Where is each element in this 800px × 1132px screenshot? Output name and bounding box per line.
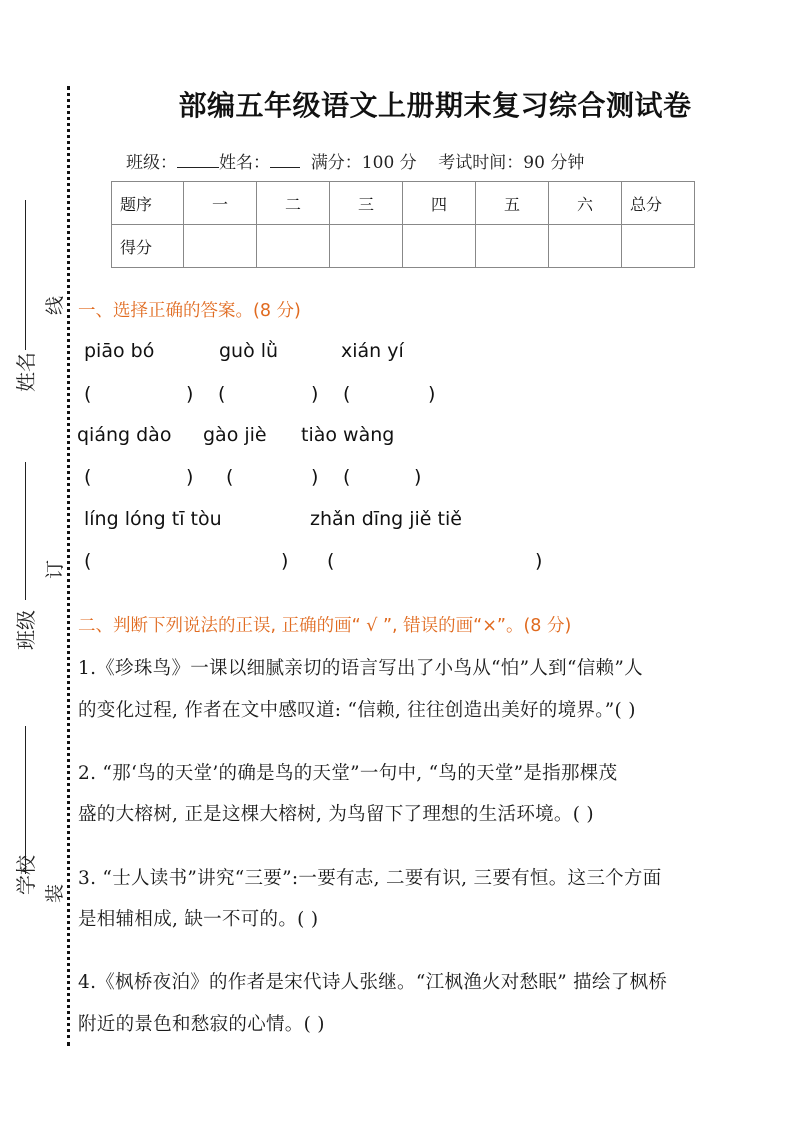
pinyin-item: zhǎn dīng jiě tiě	[310, 508, 462, 530]
name-blank[interactable]	[270, 151, 300, 168]
question-4-line-1: 4.《枫桥夜泊》的作者是宋代诗人张继。“江枫渔火对愁眠” 描绘了枫桥	[78, 972, 668, 993]
answer-close-paren: )	[311, 383, 319, 405]
answer-open-paren[interactable]: (	[343, 466, 351, 488]
pinyin-item: gào jiè	[203, 424, 267, 446]
table-cell: 五	[476, 182, 549, 225]
table-cell: 总分	[622, 182, 695, 225]
answer-close-paren: )	[186, 383, 194, 405]
table-cell: 二	[257, 182, 330, 225]
table-cell: 三	[330, 182, 403, 225]
answer-open-paren[interactable]: (	[218, 383, 226, 405]
question-3-line-2[interactable]: 是相辅相成, 缺一不可的。( )	[78, 909, 319, 930]
margin-mark-bind: 订	[44, 559, 67, 580]
answer-open-paren[interactable]: (	[84, 550, 92, 572]
margin-class-label: 班级	[14, 610, 38, 650]
binding-dotted-line	[67, 86, 70, 1046]
answer-close-paren: )	[428, 383, 436, 405]
table-cell: 一	[184, 182, 257, 225]
answer-open-paren[interactable]: (	[327, 550, 335, 572]
pinyin-item: líng lóng tī tòu	[84, 508, 222, 530]
table-header-row	[112, 182, 695, 225]
answer-close-paren: )	[186, 466, 194, 488]
score-input-cell[interactable]	[403, 225, 476, 268]
section1-heading: 一、选择正确的答案。(8 分)	[78, 301, 301, 321]
question-2-line-1: 2. “那‘鸟的天堂’的确是鸟的天堂”一句中, “鸟的天堂”是指那棵茂	[78, 763, 618, 784]
pinyin-item: xián yí	[341, 340, 404, 362]
margin-mark-line: 线	[44, 295, 67, 316]
question-2-line-2[interactable]: 盛的大榕树, 正是这棵大榕树, 为鸟留下了理想的生活环境。( )	[78, 804, 594, 825]
score-input-cell[interactable]	[622, 225, 695, 268]
answer-close-paren: )	[414, 466, 422, 488]
margin-school-label: 学校	[14, 855, 38, 895]
answer-close-paren: )	[535, 550, 543, 572]
exam-info-line	[126, 148, 584, 173]
question-1-line-1: 1.《珍珠鸟》一课以细腻亲切的语言写出了小鸟从“怕”人到“信赖”人	[78, 658, 643, 679]
exam-time: 考试时间：90 分钟	[438, 153, 585, 173]
full-score: 满分：100 分	[310, 153, 417, 173]
section2-heading: 二、判断下列说法的正误, 正确的画“ √ ”, 错误的画“×”。(8 分)	[78, 616, 572, 636]
answer-close-paren: )	[281, 550, 289, 572]
page-title: 部编五年级语文上册期末复习综合测试卷	[178, 89, 692, 122]
answer-close-paren: )	[311, 466, 319, 488]
class-fill-line	[25, 462, 26, 600]
score-input-cell[interactable]	[330, 225, 403, 268]
table-cell: 六	[549, 182, 622, 225]
pinyin-item: tiào wàng	[301, 424, 395, 446]
name-fill-line	[25, 200, 26, 350]
class-blank[interactable]	[177, 151, 219, 168]
pinyin-item: qiáng dào	[77, 424, 172, 446]
score-input-cell[interactable]	[257, 225, 330, 268]
answer-open-paren[interactable]: (	[343, 383, 351, 405]
score-input-cell[interactable]	[184, 225, 257, 268]
margin-name-label: 姓名	[14, 352, 38, 392]
table-score-row	[112, 225, 695, 268]
question-3-line-1: 3. “士人读书”讲究“三要”:一要有志, 二要有识, 三要有恒。这三个方面	[78, 868, 662, 889]
answer-open-paren[interactable]: (	[226, 466, 234, 488]
answer-open-paren[interactable]: (	[84, 466, 92, 488]
score-input-cell[interactable]	[549, 225, 622, 268]
margin-mark-staple: 装	[44, 883, 67, 904]
score-input-cell[interactable]	[476, 225, 549, 268]
score-table	[111, 181, 695, 268]
answer-open-paren[interactable]: (	[84, 383, 92, 405]
pinyin-item: guò lǜ	[219, 340, 279, 362]
question-1-line-2[interactable]: 的变化过程, 作者在文中感叹道: “信赖, 往往创造出美好的境界。”( )	[78, 700, 636, 721]
pinyin-item: piāo bó	[84, 340, 155, 362]
class-label: 班级：	[126, 153, 177, 173]
table-cell: 四	[403, 182, 476, 225]
table-cell: 得分	[112, 225, 184, 268]
name-label: 姓名：	[219, 153, 270, 173]
school-fill-line	[25, 726, 26, 874]
question-4-line-2[interactable]: 附近的景色和愁寂的心情。( )	[78, 1014, 325, 1035]
table-cell: 题序	[112, 182, 184, 225]
